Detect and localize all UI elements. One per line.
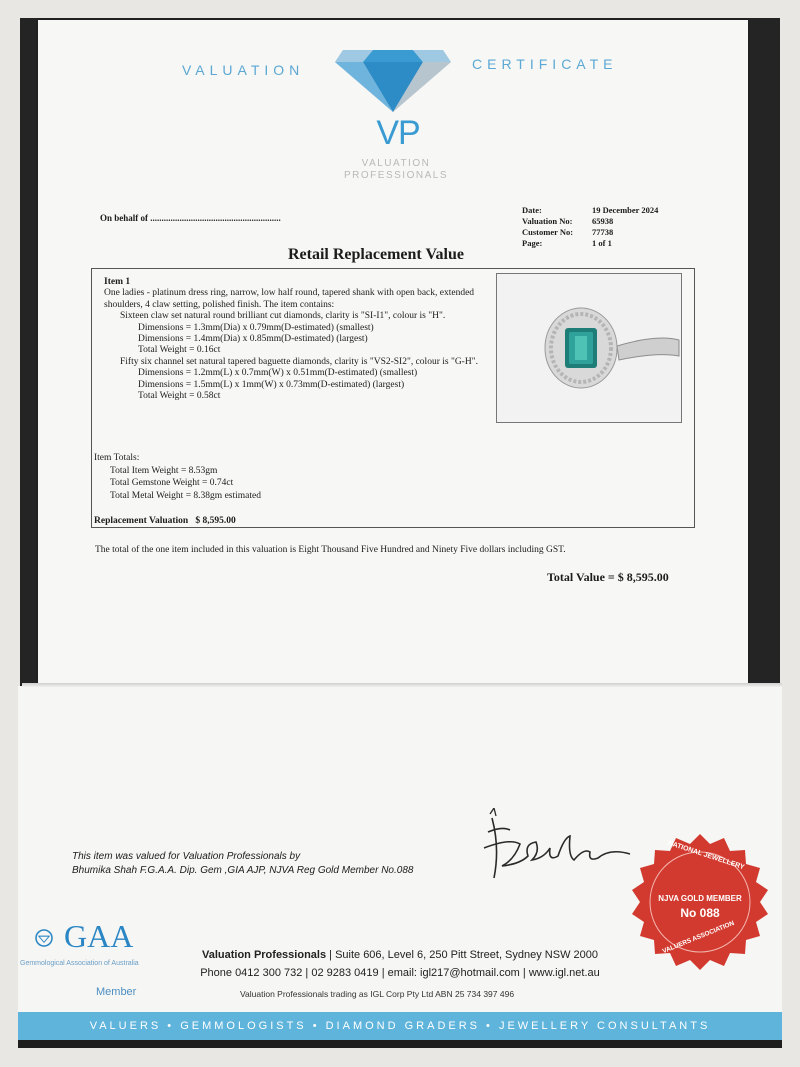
email[interactable]: email: igl217@hotmail.com xyxy=(387,967,520,979)
stone2-dim-largest: Dimensions = 1.5mm(L) x 1mm(W) x 0.73mm(D-estimated) (largest) xyxy=(138,379,405,390)
company-address: Suite 606, Level 6, 250 Pitt Street, Sydney NSW 2000 xyxy=(335,949,598,961)
header-certificate-word: CERTIFICATE xyxy=(472,56,618,72)
stone1-dim-largest: Dimensions = 1.4mm(Dia) x 0.85mm(D-estimated) (largest) xyxy=(138,334,368,345)
item-heading: Item 1 xyxy=(104,277,131,287)
separator: | xyxy=(329,949,336,961)
ring-photo xyxy=(496,273,682,423)
logo-subtitle xyxy=(336,158,456,182)
contact-block xyxy=(160,946,640,982)
replacement-valuation: Replacement Valuation $ 8,595.00 xyxy=(94,516,236,526)
item-totals xyxy=(94,452,261,502)
meta-value: 65938 xyxy=(592,216,614,226)
page-bottom-edge xyxy=(18,1040,782,1048)
gaa-wordmark: GAA xyxy=(64,918,134,954)
total-gemstone-weight: Total Gemstone Weight = 0.74ct xyxy=(110,478,234,489)
seal-mid-text: NJVA GOLD MEMBER xyxy=(658,894,742,903)
separator: | xyxy=(522,967,529,979)
meta-label: Valuation No: xyxy=(522,216,573,226)
item-description: One ladies - platinum dress ring, narrow, low half round, tapered shank with open back, extended shoulders, 4 claw setting, polished finish. The item contains: xyxy=(104,288,475,310)
gaa-logo-icon xyxy=(24,918,64,958)
footer-band: VALUERS • GEMMOLOGISTS • DIAMOND GRADERS • JEWELLERY CONSULTANTS xyxy=(18,1012,782,1040)
valued-by-line2: Bhumika Shah F.G.A.A. Dip. Gem ,GIA AJP, NJVA Reg Gold Member No.088 xyxy=(72,865,414,876)
logo-sub-line1: VALUATION xyxy=(361,158,431,169)
total-metal-weight: Total Metal Weight = 8.38gm estimated xyxy=(110,490,261,501)
website[interactable]: www.igl.net.au xyxy=(528,967,600,979)
item-details-box xyxy=(91,268,695,528)
phone: Phone 0412 300 732 xyxy=(200,967,303,979)
stone2-weight: Total Weight = 0.58ct xyxy=(138,391,221,402)
paper-fold xyxy=(22,683,782,687)
valued-by-statement xyxy=(72,850,413,878)
meta-value: 77738 xyxy=(592,227,614,237)
meta-row xyxy=(522,205,658,216)
logo-sub-line2: PROFESSIONALS xyxy=(344,170,448,181)
separator: | xyxy=(305,967,312,979)
stone2-dim-smallest: Dimensions = 1.2mm(L) x 0.7mm(W) x 0.51mm(D-estimated) (smallest) xyxy=(138,368,418,379)
gaa-full-name: Gemmological Association of Australia xyxy=(20,960,139,967)
meta-label: Date: xyxy=(522,205,542,215)
stone1-intro: Sixteen claw set natural round brilliant cut diamonds, clarity is "SI-I1", colour is "H". xyxy=(120,311,446,322)
total-value: Total Value = $ 8,595.00 xyxy=(547,570,669,584)
document-title: Retail Replacement Value xyxy=(288,246,464,263)
diamond-logo-icon xyxy=(333,42,453,114)
company-name: Valuation Professionals xyxy=(201,949,327,961)
totals-heading: Item Totals: xyxy=(94,453,140,463)
signature-icon xyxy=(480,808,640,898)
meta-row xyxy=(522,238,658,249)
separator: | xyxy=(381,967,388,979)
total-item-weight: Total Item Weight = 8.53gm xyxy=(110,465,218,476)
valuation-meta xyxy=(522,205,658,249)
on-behalf-line: On behalf of .......................................................... xyxy=(100,213,281,223)
valuation-summary: The total of the one item included in this valuation is Eight Thousand Five Hundred and Ninety Five dollars including GST. xyxy=(95,545,566,555)
meta-value: 1 of 1 xyxy=(592,238,612,248)
phone-secondary: 02 9283 0419 xyxy=(311,967,379,979)
valued-by-line1: This item was valued for Valuation Professionals by xyxy=(72,851,301,862)
meta-row xyxy=(522,227,658,238)
seal-number: No 088 xyxy=(680,906,720,920)
contact-line1 xyxy=(160,946,640,964)
stone2-intro: Fifty six channel set natural tapered baguette diamonds, clarity is "VS2-SI2", colour is "G-H". xyxy=(120,356,478,367)
seal-top-text: NATIONAL JEWELLERY xyxy=(666,839,746,872)
stone1-dim-smallest: Dimensions = 1.3mm(Dia) x 0.79mm(D-estimated) (smallest) xyxy=(138,322,374,333)
meta-label: Customer No: xyxy=(522,227,574,237)
seal-bottom-text: VALUERS ASSOCIATION xyxy=(661,919,736,956)
stone1-weight: Total Weight = 0.16ct xyxy=(138,345,221,356)
meta-label: Page: xyxy=(522,238,543,248)
meta-row xyxy=(522,216,658,227)
header-valuation-word: VALUATION xyxy=(182,62,305,78)
meta-value: 19 December 2024 xyxy=(592,205,659,215)
item-description-block xyxy=(104,277,494,402)
gaa-member-label: Member xyxy=(96,986,137,998)
trading-name: Valuation Professionals trading as IGL Corp Pty Ltd ABN 25 734 397 496 xyxy=(240,989,515,999)
ring-image-icon xyxy=(497,274,681,422)
logo-initials: VP xyxy=(376,114,420,152)
contact-line2 xyxy=(160,964,640,982)
